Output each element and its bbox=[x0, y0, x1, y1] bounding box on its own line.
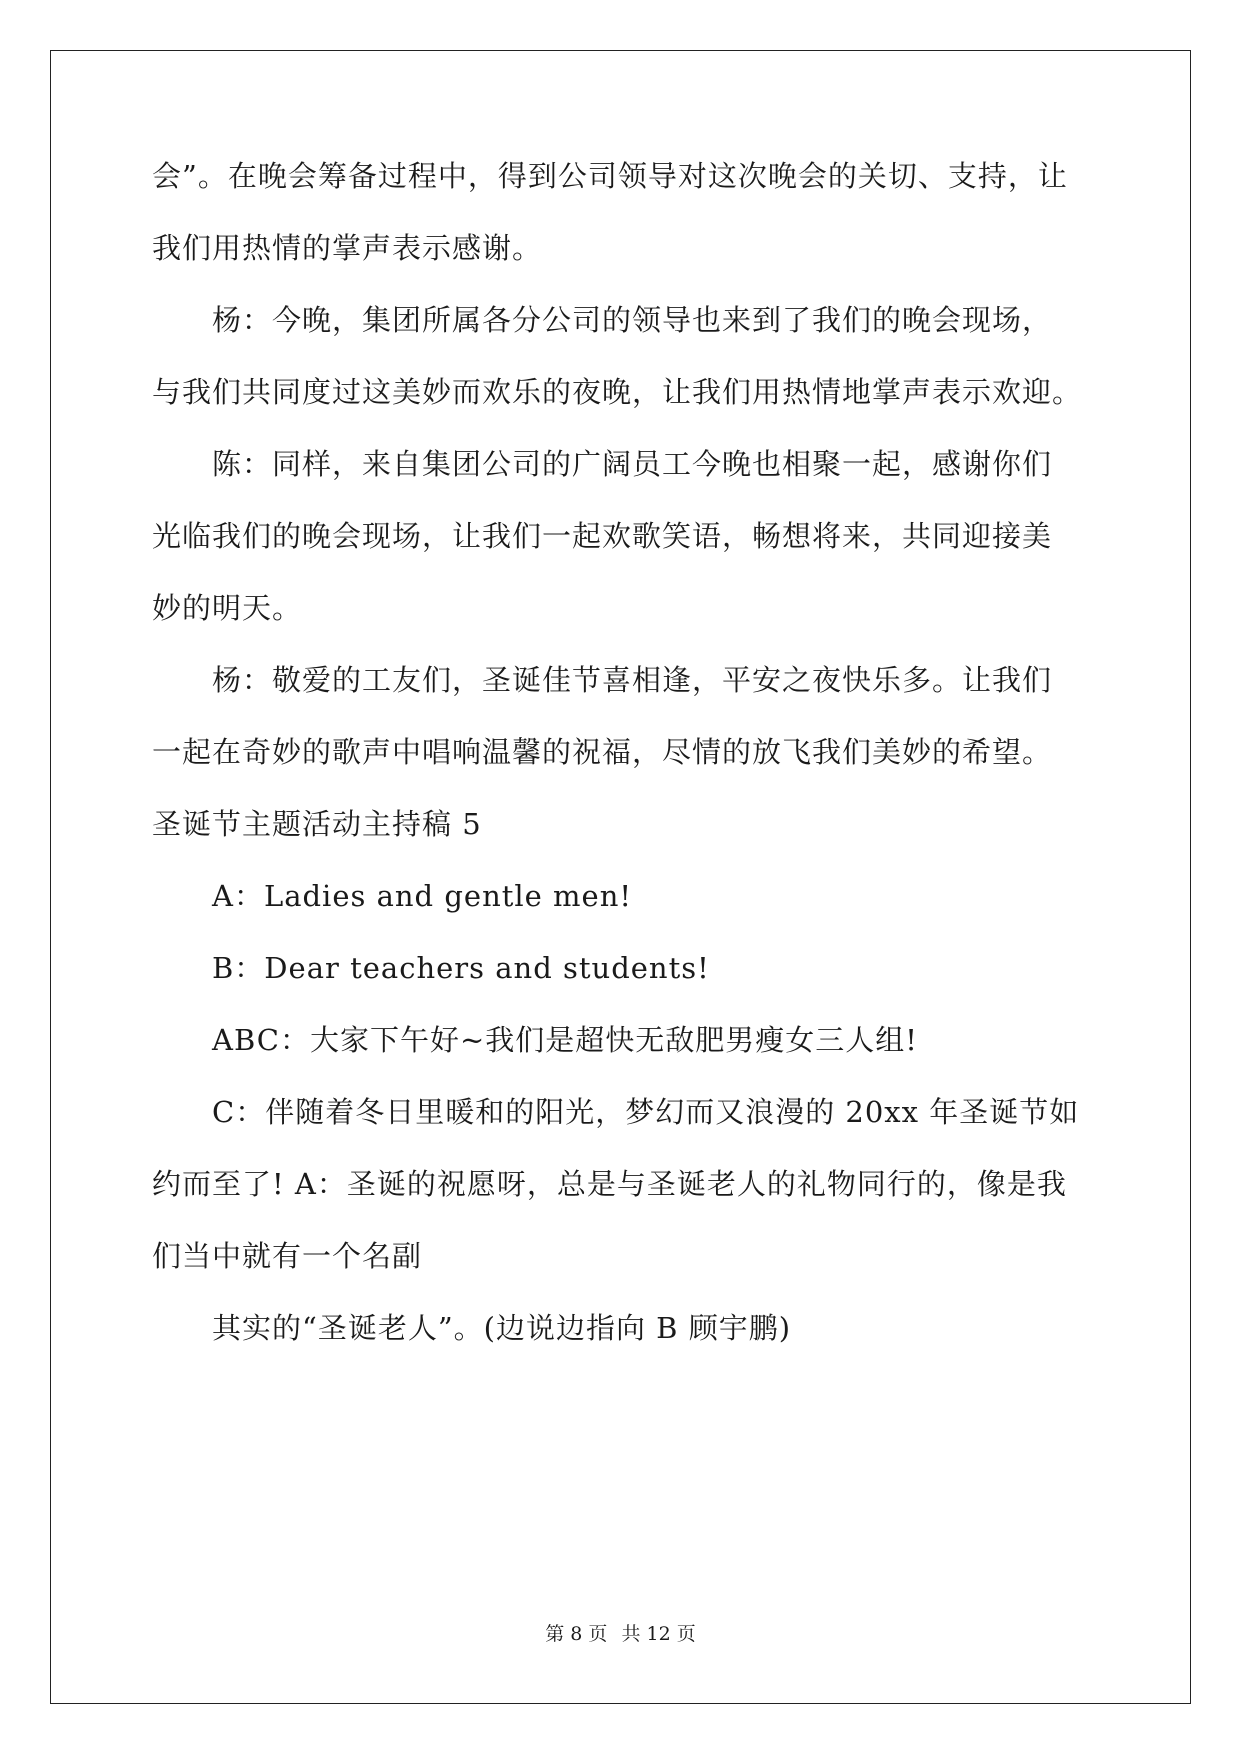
text-line: A：Ladies and gentle men! bbox=[212, 879, 633, 913]
text-line: 与我们共同度过这美妙而欢乐的夜晚，让我们用热情地掌声表示欢迎。 bbox=[152, 375, 1083, 409]
text-line: 们当中就有一个名副 bbox=[152, 1239, 423, 1273]
text-line: 我们用热情的掌声表示感谢。 bbox=[152, 231, 543, 265]
text-line: C：伴随着冬日里暖和的阳光，梦幻而又浪漫的 20xx 年圣诞节如 bbox=[212, 1095, 1080, 1129]
text-line: 光临我们的晚会现场，让我们一起欢歌笑语，畅想将来，共同迎接美 bbox=[152, 519, 1053, 553]
text-line: ABC：大家下午好~我们是超快无敌肥男瘦女三人组! bbox=[212, 1023, 918, 1057]
text-line: 陈：同样，来自集团公司的广阔员工今晚也相聚一起，感谢你们 bbox=[212, 447, 1053, 481]
page-number: 第 8 页 bbox=[545, 1623, 608, 1645]
text-line: 其实的“圣诞老人”。(边说边指向 B 顾宇鹏) bbox=[212, 1311, 792, 1345]
text-line: 一起在奇妙的歌声中唱响温馨的祝福，尽情的放飞我们美妙的希望。 bbox=[152, 735, 1053, 769]
section-heading: 圣诞节主题活动主持稿 5 bbox=[152, 807, 482, 841]
text-line: 约而至了! A：圣诞的祝愿呀，总是与圣诞老人的礼物同行的，像是我 bbox=[152, 1167, 1067, 1201]
text-line: 会”。在晚会筹备过程中，得到公司领导对这次晚会的关切、支持，让 bbox=[152, 159, 1068, 193]
text-line: 杨：今晚，集团所属各分公司的领导也来到了我们的晚会现场， bbox=[212, 303, 1053, 337]
text-line: B：Dear teachers and students! bbox=[212, 951, 710, 985]
page-footer bbox=[0, 1622, 1241, 1646]
text-line: 杨：敬爱的工友们，圣诞佳节喜相逢，平安之夜快乐多。让我们 bbox=[212, 663, 1053, 697]
text-line: 妙的明天。 bbox=[152, 591, 303, 625]
page-total: 共 12 页 bbox=[621, 1623, 696, 1645]
